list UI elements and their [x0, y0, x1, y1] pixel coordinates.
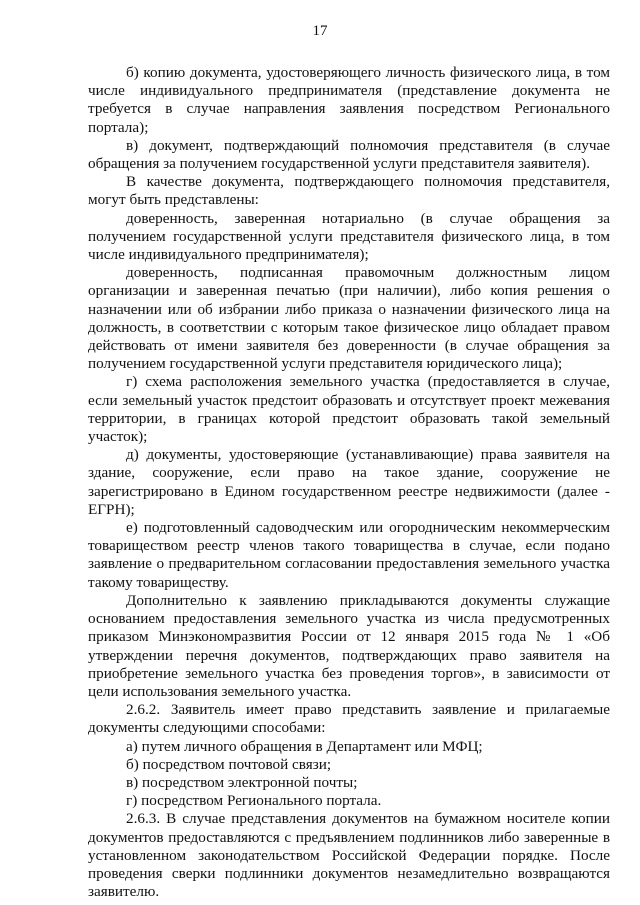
list-item-postal-service: б) посредством почтовой связи;	[126, 755, 332, 773]
paragraph-building-rights-documents: д) документы, удостоверяющие (устанавливающие) права заявителя на здание, сооружение, если право на такое здание, сооружение не зарегистрировано в Едином государственном реестре недвижимости (далее - ЕГРН);	[88, 446, 610, 518]
page-number: 17	[312, 23, 328, 39]
document-body	[88, 64, 610, 901]
paragraph-organization-power-of-attorney: доверенность, подписанная правомочным должностным лицом организации и заверенная печатью (при наличии), либо копия решения о назначении или об избрании либо приказа о назначении физического лица на должность, в соответствии с которым такое физическое лицо обладает правом действовать от имени заявителя без доверенности (в случае обращения за получением государственной услуги представителя юридического лица);	[88, 264, 610, 373]
paragraph-notarized-power-of-attorney: доверенность, заверенная нотариально (в случае обращения за получением государственной услуги представителя физического лица, в том числе индивидуального предпринимателя);	[88, 209, 610, 264]
paragraph-representative-authority-document: в) документ, подтверждающий полномочия представителя (в случае обращения за получением государственной услуги представителя заявителя).	[88, 136, 610, 173]
list-item-email: в) посредством электронной почты;	[126, 773, 358, 791]
paragraph-copy-of-identity-document: б) копию документа, удостоверяющего личность физического лица, в том числе индивидуального предпринимателя (представление документа не требуется в случае направления заявления посредством Регионального портала);	[88, 64, 610, 136]
list-item-personal-visit: а) путем личного обращения в Департамент или МФЦ;	[126, 737, 483, 755]
paragraph-2-6-2-submission-methods: 2.6.2. Заявитель имеет право представить заявление и прилагаемые документы следующими способами:	[88, 701, 610, 737]
paragraph-partnership-member-register: е) подготовленный садоводческим или огородническим некоммерческим товариществом реестр членов такого товарищества в случае, если подано заявление о предварительном согласовании предоставления земельного участка такому товариществу.	[88, 519, 610, 591]
paragraph-additional-documents: Дополнительно к заявлению прикладываются документы служащие основанием предоставления земельного участка из числа предусмотренных приказом Минэкономразвития России от 12 января 2015 года № 1 «Об утверждении перечня документов, подтверждающих право заявителя на приобретение земельного участка без проведения торгов», в зависимости от цели использования земельного участка.	[88, 591, 610, 700]
paragraph-2-6-3-paper-copies: 2.6.3. В случае представления документов на бумажном носителе копии документов предоставляются с предъявлением подлинников либо заверенные в установленном законодательством Российской Федерации порядке. После проведения сверки подлинники документов незамедлительно возвращаются заявителю.	[88, 810, 610, 901]
paragraph-land-plot-layout-scheme: г) схема расположения земельного участка (предоставляется в случае, если земельный участок предстоит образовать и отсутствует проект межевания территории, в границах которой предстоит образовать такой земельный участок);	[88, 373, 610, 446]
paragraph-authority-documents-intro: В качестве документа, подтверждающего полномочия представителя, могут быть представлены:	[88, 173, 610, 209]
list-item-regional-portal: г) посредством Регионального портала.	[126, 792, 382, 810]
